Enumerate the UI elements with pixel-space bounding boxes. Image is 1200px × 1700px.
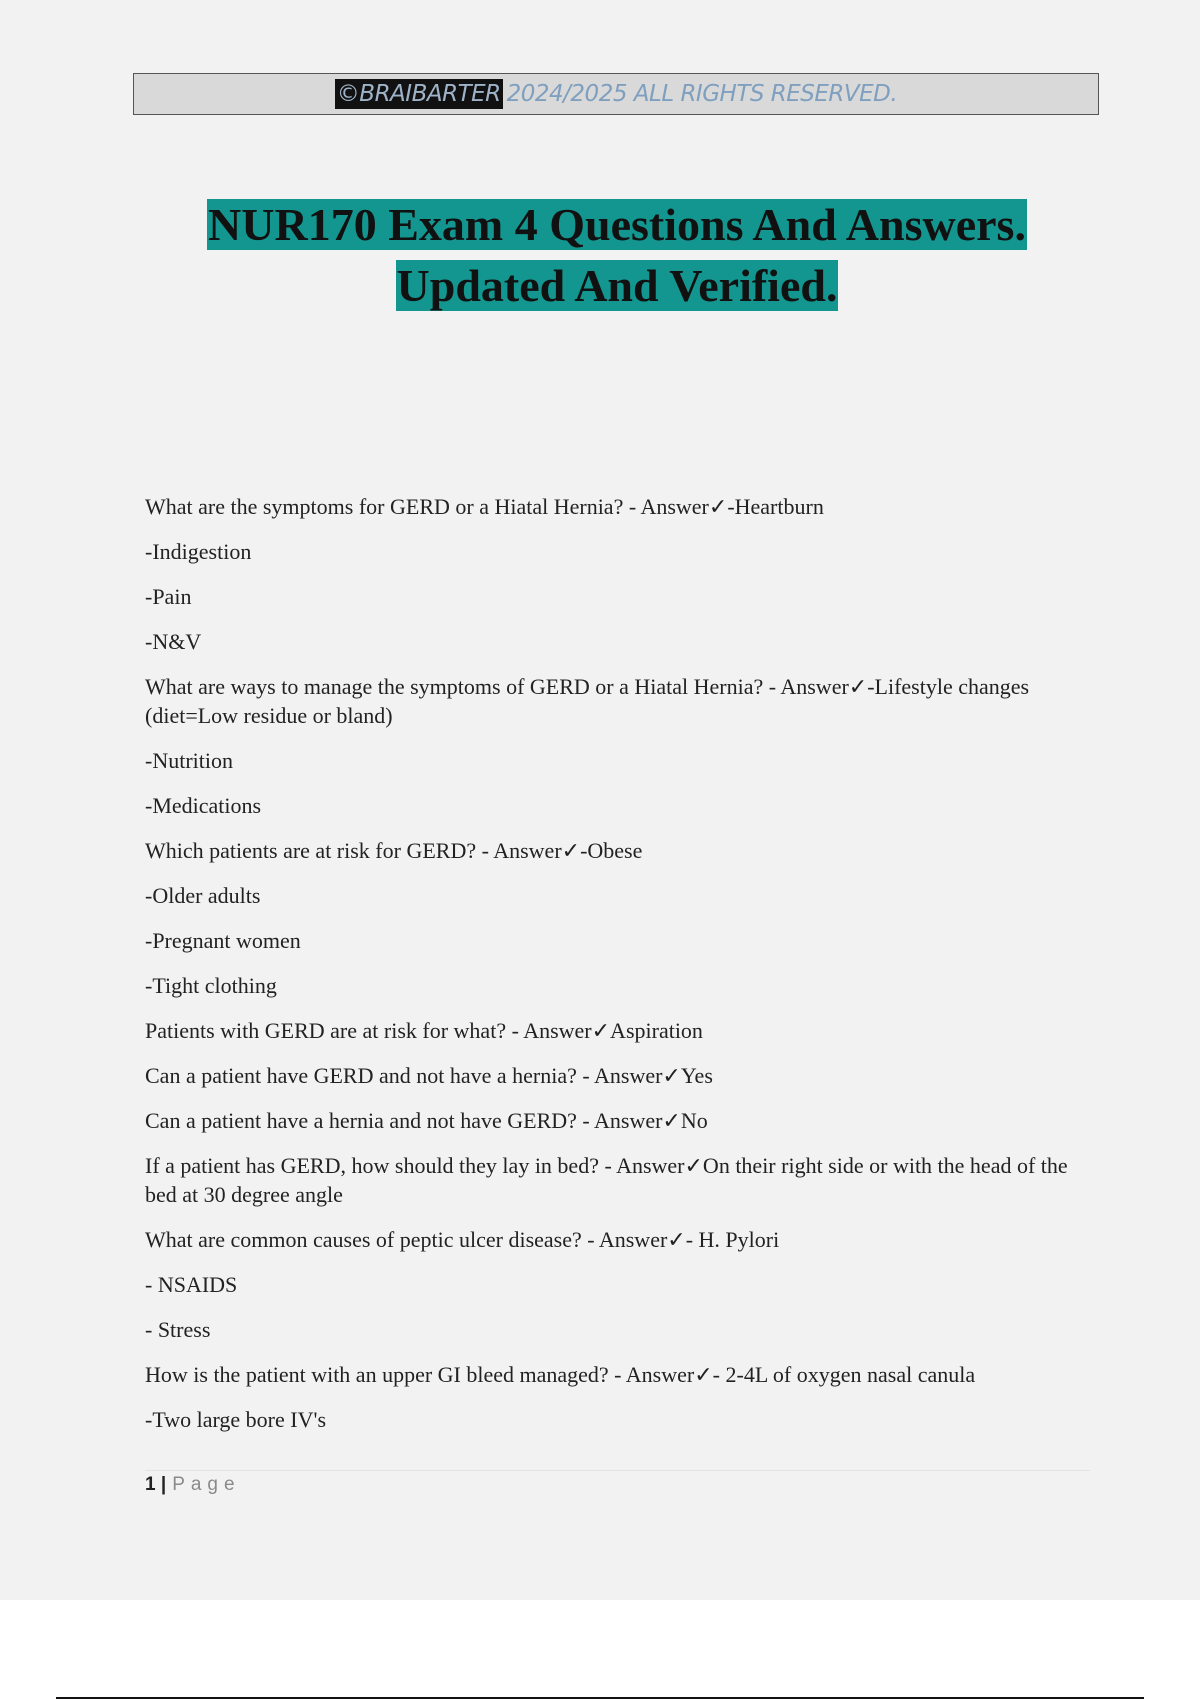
text-line: Can a patient have GERD and not have a hernia? - Answer✓Yes (145, 1063, 713, 1088)
footer-separator: | (160, 1474, 167, 1495)
page-number: 1 (145, 1474, 156, 1495)
rights-label: 2024/2025 ALL RIGHTS RESERVED. (506, 81, 898, 107)
text-line: -N&V (145, 629, 202, 654)
text-line: -Nutrition (145, 748, 233, 773)
text-line: -Two large bore IV's (145, 1407, 327, 1432)
bottom-divider (56, 1697, 1144, 1699)
text-line: - Stress (145, 1317, 211, 1342)
copyright-header (133, 73, 1099, 115)
page-word: Page (172, 1474, 241, 1495)
text-line: Patients with GERD are at risk for what? - Answer✓Aspiration (145, 1018, 703, 1043)
text-line: How is the patient with an upper GI bleed managed? - Answer✓- 2-4L of oxygen nasal canula (145, 1362, 976, 1387)
text-line: - NSAIDS (145, 1272, 238, 1297)
text-line: -Medications (145, 793, 262, 818)
text-line: If a patient has GERD, how should they lay in bed? - Answer✓On their right side or with the head of the bed at 30 degree angle (145, 1153, 1068, 1207)
text-line: -Tight clothing (145, 973, 277, 998)
text-line: -Indigestion (145, 539, 252, 564)
title-line-2: Updated And Verified. (396, 260, 838, 311)
text-line: What are the symptoms for GERD or a Hiatal Hernia? - Answer✓-Heartburn (145, 494, 824, 519)
document-title (0, 194, 1200, 316)
text-line: What are ways to manage the symptoms of GERD or a Hiatal Hernia? - Answer✓-Lifestyle changes (diet=Low residue or bland) (145, 674, 1030, 728)
footer-divider (145, 1470, 1090, 1471)
text-line: -Older adults (145, 883, 261, 908)
brand-label: ©BRAIBARTER (336, 81, 501, 107)
text-line: Which patients are at risk for GERD? - Answer✓-Obese (145, 838, 643, 863)
text-line: Can a patient have a hernia and not have GERD? - Answer✓No (145, 1108, 708, 1133)
text-line: -Pain (145, 584, 192, 609)
page-footer (145, 1474, 241, 1496)
title-line-1: NUR170 Exam 4 Questions And Answers. (208, 199, 1026, 250)
qa-content (145, 492, 1075, 1450)
text-line: What are common causes of peptic ulcer disease? - Answer✓- H. Pylori (145, 1227, 780, 1252)
text-line: -Pregnant women (145, 928, 301, 953)
